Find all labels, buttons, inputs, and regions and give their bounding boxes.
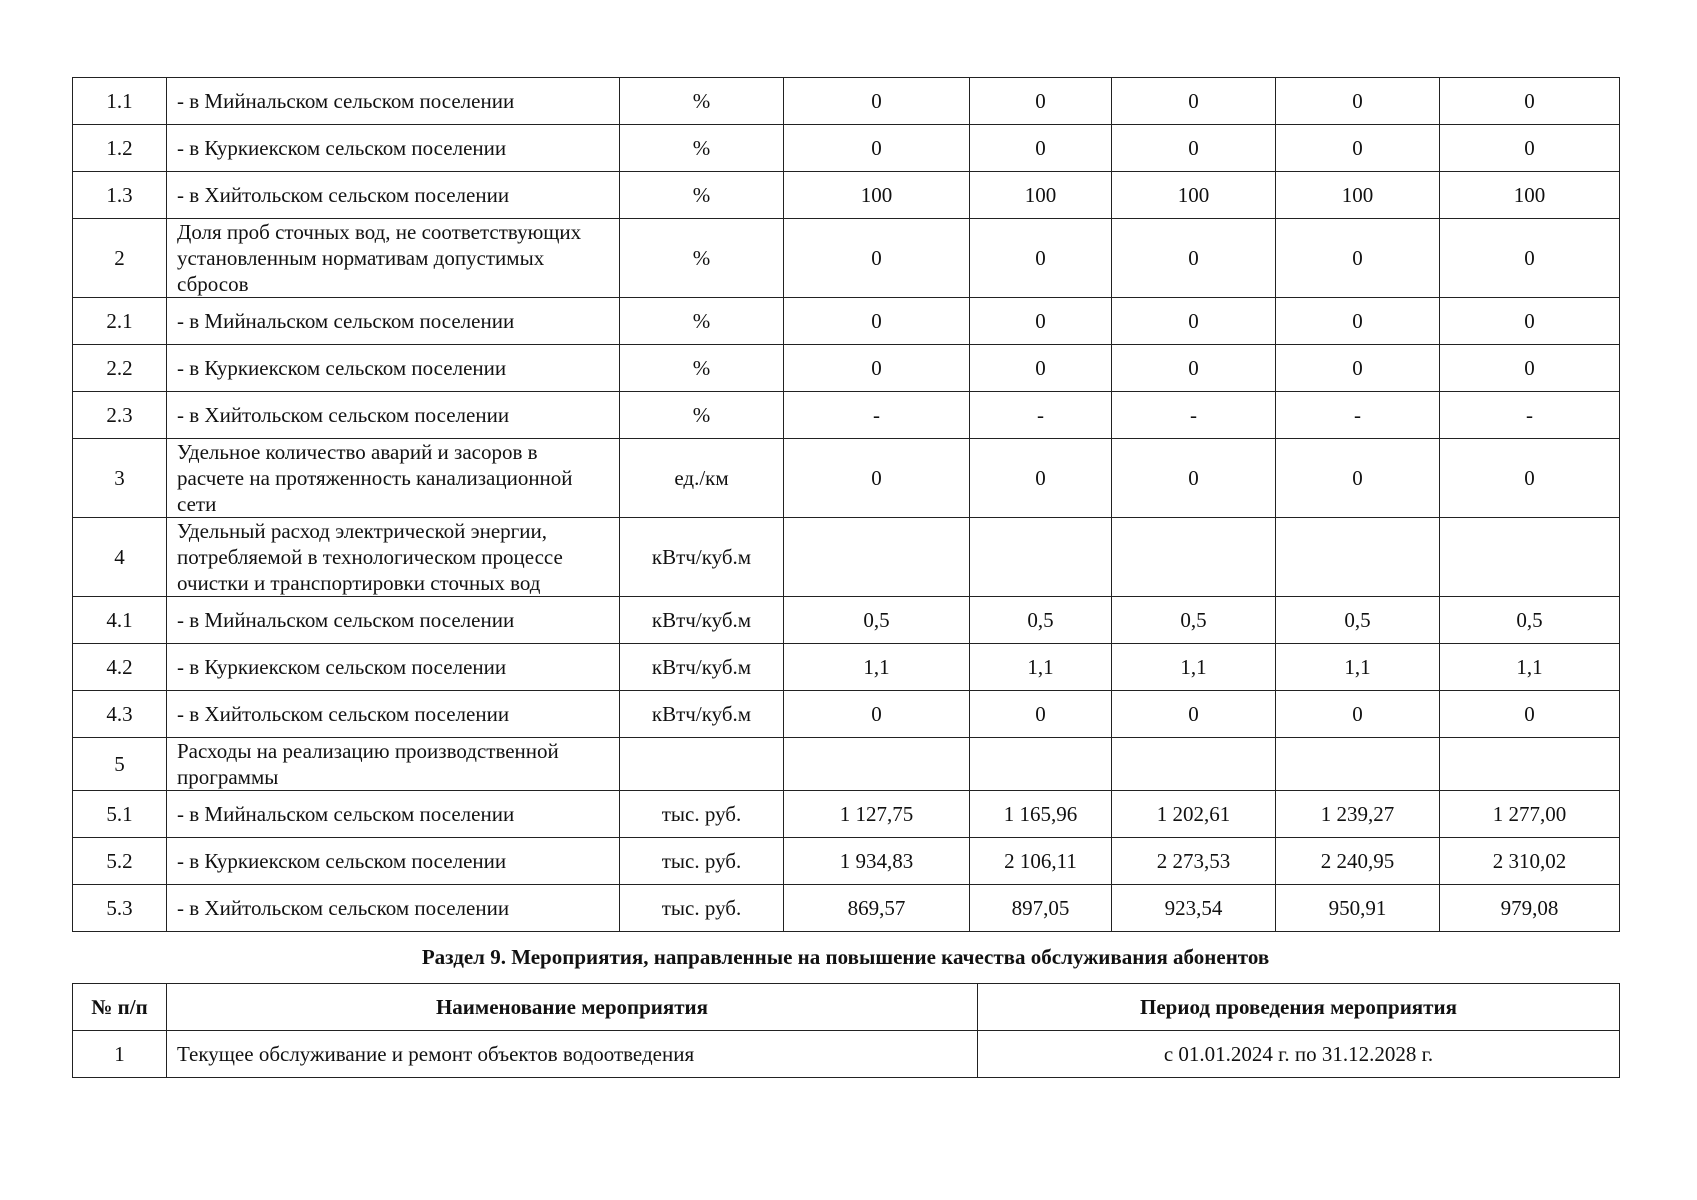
table-row <box>73 78 1620 125</box>
value-cell: 1 165,96 <box>970 791 1112 838</box>
value-cell: 0 <box>1440 345 1620 392</box>
row-number: 4.2 <box>73 644 167 691</box>
indicator-name: Удельный расход электрической энергии, потребляемой в технологическом процессе очистки и транспортировки сточных вод <box>167 518 620 597</box>
table-row <box>73 691 1620 738</box>
table-row <box>73 738 1620 791</box>
unit: % <box>620 392 784 439</box>
value-cell: - <box>970 392 1112 439</box>
value-cell: 0 <box>970 125 1112 172</box>
indicator-name: Удельное количество аварий и засоров в расчете на протяженность канализационной сети <box>167 439 620 518</box>
value-cell: 1,1 <box>1440 644 1620 691</box>
value-cell <box>1440 518 1620 597</box>
value-cell: 897,05 <box>970 885 1112 932</box>
value-cell: 1,1 <box>1112 644 1276 691</box>
value-cell: 1,1 <box>1276 644 1440 691</box>
unit: % <box>620 345 784 392</box>
value-cell <box>1112 518 1276 597</box>
measure-name: Текущее обслуживание и ремонт объектов водоотведения <box>167 1031 978 1078</box>
value-cell: 1 239,27 <box>1276 791 1440 838</box>
row-number: 2 <box>73 219 167 298</box>
value-cell: 0,5 <box>1440 597 1620 644</box>
value-cell: 0 <box>1276 219 1440 298</box>
indicator-name: - в Куркиекском сельском поселении <box>167 125 620 172</box>
indicator-name: - в Хийтольском сельском поселении <box>167 172 620 219</box>
value-cell: 1 127,75 <box>784 791 970 838</box>
unit: % <box>620 172 784 219</box>
unit: тыс. руб. <box>620 838 784 885</box>
value-cell: 2 106,11 <box>970 838 1112 885</box>
value-cell: 0 <box>1440 125 1620 172</box>
value-cell: 0,5 <box>784 597 970 644</box>
value-cell: 0 <box>970 691 1112 738</box>
section-title: Раздел 9. Мероприятия, направленные на повышение качества обслуживания абонентов <box>421 945 1270 969</box>
value-cell: 0 <box>970 219 1112 298</box>
value-cell: 2 273,53 <box>1112 838 1276 885</box>
value-cell <box>970 518 1112 597</box>
value-cell: - <box>1112 392 1276 439</box>
value-cell: 0 <box>1440 439 1620 518</box>
indicator-name: - в Хийтольском сельском поселении <box>167 691 620 738</box>
value-cell: - <box>1276 392 1440 439</box>
unit: ед./км <box>620 439 784 518</box>
row-number: 1.3 <box>73 172 167 219</box>
value-cell: 950,91 <box>1276 885 1440 932</box>
indicator-name: - в Куркиекском сельском поселении <box>167 345 620 392</box>
unit: % <box>620 298 784 345</box>
value-cell: 0 <box>1112 298 1276 345</box>
unit: кВтч/куб.м <box>620 597 784 644</box>
value-cell: 0 <box>784 298 970 345</box>
value-cell <box>1440 738 1620 791</box>
unit <box>620 738 784 791</box>
value-cell: 0 <box>784 439 970 518</box>
row-number: 5.3 <box>73 885 167 932</box>
unit: тыс. руб. <box>620 791 784 838</box>
indicator-name: - в Мийнальском сельском поселении <box>167 298 620 345</box>
table-row <box>73 644 1620 691</box>
value-cell: 1,1 <box>784 644 970 691</box>
value-cell: 100 <box>784 172 970 219</box>
indicator-name: - в Хийтольском сельском поселении <box>167 392 620 439</box>
value-cell: 0 <box>784 78 970 125</box>
table-row <box>73 439 1620 518</box>
value-cell: 0 <box>1440 298 1620 345</box>
value-cell: 0 <box>1440 78 1620 125</box>
value-cell: 0 <box>1112 78 1276 125</box>
value-cell: 1,1 <box>970 644 1112 691</box>
value-cell: 0 <box>1440 219 1620 298</box>
value-cell: 0 <box>1112 125 1276 172</box>
table-row <box>73 219 1620 298</box>
indicator-name: - в Куркиекском сельском поселении <box>167 838 620 885</box>
value-cell <box>784 518 970 597</box>
table-row <box>73 838 1620 885</box>
value-cell: 0 <box>1112 691 1276 738</box>
value-cell: - <box>1440 392 1620 439</box>
row-number: 5.2 <box>73 838 167 885</box>
row-number: 1.2 <box>73 125 167 172</box>
measure-number: 1 <box>73 1031 167 1078</box>
row-number: 2.2 <box>73 345 167 392</box>
value-cell: 0,5 <box>1112 597 1276 644</box>
value-cell: 0 <box>1276 125 1440 172</box>
value-cell: 100 <box>1440 172 1620 219</box>
value-cell: 0 <box>784 125 970 172</box>
value-cell: 0 <box>970 439 1112 518</box>
value-cell: 1 277,00 <box>1440 791 1620 838</box>
indicator-name: - в Мийнальском сельском поселении <box>167 791 620 838</box>
value-cell: 869,57 <box>784 885 970 932</box>
row-number: 2.1 <box>73 298 167 345</box>
value-cell: 0 <box>970 298 1112 345</box>
row-number: 2.3 <box>73 392 167 439</box>
value-cell <box>1276 518 1440 597</box>
value-cell <box>784 738 970 791</box>
value-cell: 0,5 <box>1276 597 1440 644</box>
indicator-name: Доля проб сточных вод, не соответствующих установленным нормативам допустимых сбросов <box>167 219 620 298</box>
value-cell: - <box>784 392 970 439</box>
unit: % <box>620 125 784 172</box>
value-cell: 0 <box>970 78 1112 125</box>
unit: % <box>620 219 784 298</box>
value-cell: 0 <box>784 219 970 298</box>
row-number: 4.1 <box>73 597 167 644</box>
value-cell: 979,08 <box>1440 885 1620 932</box>
value-cell <box>970 738 1112 791</box>
table-row <box>73 125 1620 172</box>
table-row <box>73 345 1620 392</box>
indicator-name: - в Мийнальском сельском поселении <box>167 78 620 125</box>
measure-period: с 01.01.2024 г. по 31.12.2028 г. <box>978 1031 1620 1078</box>
indicator-name: - в Хийтольском сельском поселении <box>167 885 620 932</box>
table-row <box>73 1031 1620 1078</box>
measures-table <box>72 983 1620 1078</box>
header-name: Наименование мероприятия <box>167 984 978 1031</box>
indicators-table <box>72 77 1620 932</box>
indicator-name: Расходы на реализацию производственной программы <box>167 738 620 791</box>
row-number: 3 <box>73 439 167 518</box>
unit: тыс. руб. <box>620 885 784 932</box>
value-cell: 1 202,61 <box>1112 791 1276 838</box>
value-cell: 0 <box>784 345 970 392</box>
unit: кВтч/куб.м <box>620 518 784 597</box>
value-cell: 0 <box>1276 78 1440 125</box>
table-row <box>73 298 1620 345</box>
table-row <box>73 597 1620 644</box>
row-number: 4.3 <box>73 691 167 738</box>
value-cell: 0 <box>1112 439 1276 518</box>
unit: кВтч/куб.м <box>620 644 784 691</box>
value-cell: 0 <box>1276 439 1440 518</box>
value-cell: 0,5 <box>970 597 1112 644</box>
value-cell: 100 <box>1276 172 1440 219</box>
row-number: 5.1 <box>73 791 167 838</box>
row-number: 1.1 <box>73 78 167 125</box>
indicator-name: - в Куркиекском сельском поселении <box>167 644 620 691</box>
unit: % <box>620 78 784 125</box>
value-cell: 0 <box>1276 691 1440 738</box>
value-cell: 0 <box>1276 298 1440 345</box>
value-cell: 2 240,95 <box>1276 838 1440 885</box>
table-row <box>73 518 1620 597</box>
unit: кВтч/куб.м <box>620 691 784 738</box>
header-period: Период проведения мероприятия <box>978 984 1620 1031</box>
row-number: 5 <box>73 738 167 791</box>
value-cell: 0 <box>784 691 970 738</box>
value-cell <box>1112 738 1276 791</box>
header-num: № п/п <box>73 984 167 1031</box>
value-cell: 100 <box>970 172 1112 219</box>
measures-header-row <box>73 984 1620 1031</box>
value-cell: 100 <box>1112 172 1276 219</box>
value-cell: 0 <box>1112 345 1276 392</box>
value-cell: 923,54 <box>1112 885 1276 932</box>
value-cell: 0 <box>1112 219 1276 298</box>
table-row <box>73 172 1620 219</box>
indicator-name: - в Мийнальском сельском поселении <box>167 597 620 644</box>
value-cell: 0 <box>1276 345 1440 392</box>
table-row <box>73 885 1620 932</box>
value-cell: 2 310,02 <box>1440 838 1620 885</box>
row-number: 4 <box>73 518 167 597</box>
table-row <box>73 392 1620 439</box>
table-row <box>73 791 1620 838</box>
value-cell: 0 <box>970 345 1112 392</box>
value-cell: 1 934,83 <box>784 838 970 885</box>
value-cell <box>1276 738 1440 791</box>
value-cell: 0 <box>1440 691 1620 738</box>
